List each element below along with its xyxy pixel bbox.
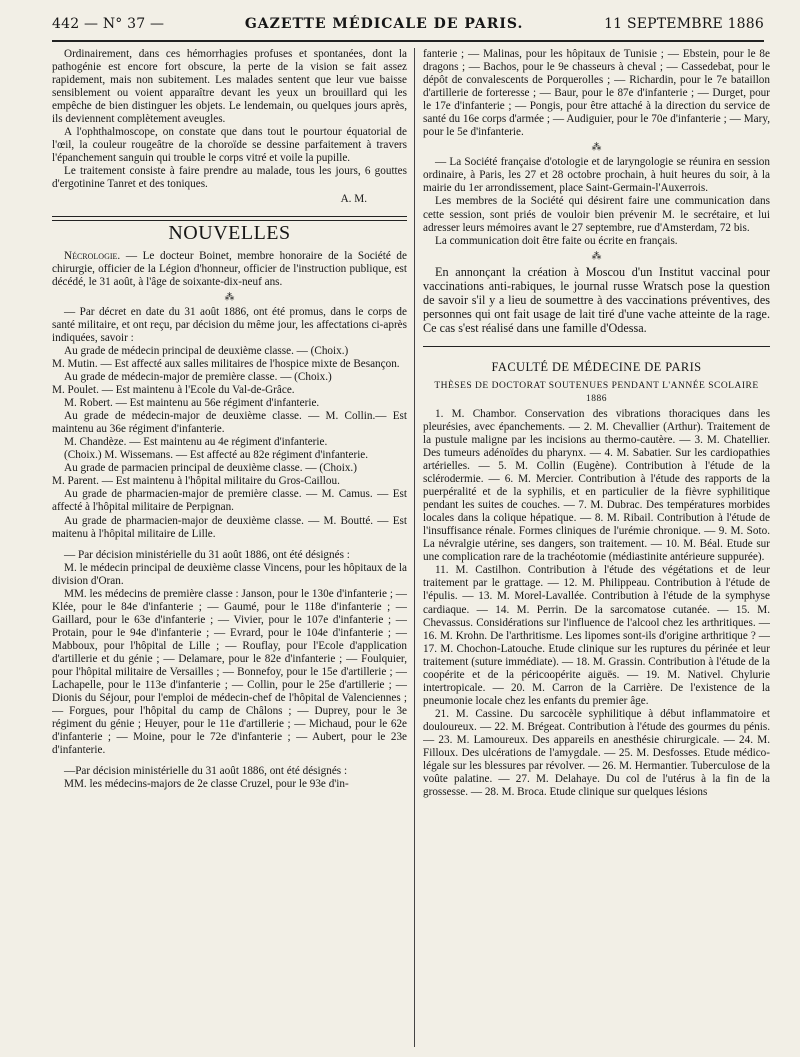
article-paragraph: A l'ophthalmoscope, on constate que dans tout le pourtour équatorial de l'œil, la couleur rougeâtre de la choroïde se dessine parfaitement à travers l'épanchement sanguin qui trouble le corps vitré et voile la pupille. [52,126,407,165]
promotion-entry: (Choix.) M. Wissemans. — Est affecté au 82e régiment d'infanterie. [64,449,369,462]
theses-paragraph: 21. M. Cassine. Du sarcocèle syphilitique à début inflammatoire et douloureux. — 22. M. Brégeat. Contribution à l'étude des gourmes du pénis. — 23. M. Lamoureux. Des appareils en anesthésie chirurgicale. — 24. M. Filloux. Des ulcérations de l'amygdale. — 25. M. Desfosses. Etude médico-légale sur les blessures par révolver. — 26. M. Hermantier. Tuberculose de la voûte palatine. — 27. M. Delahaye. Du col de l'utérus à la fin de la grossesse. — 28. M. Broca. Etude clinique sur quelques lésions [423,707,770,799]
decree-intro: — Par décret en date du 31 août 1886, ont été promus, dans le corps de santé militaire, et ont reçu, par décision du même jour, les affectations ci-après indiquées, savoir : [52,305,407,344]
theses-paragraph: 1. M. Chambor. Conservation des vibrations thoraciques dans les pleurésies, avec épanchements. — 2. M. Chevallier (Arthur). Traitement de la pustule maligne par les incisions au thermo-cautère. — 3. M. Chatellier. Des tumeurs adénoïdes du pharynx. — 4. M. Sabatier. Sur les cardiopathies artérielles. — 5. M. Collin (Eugène). Contribution à l'étude de la sclérodermie. — 6. M. Mercier. Contribution à l'étude des rapports de la puerpéralité et de la syphilis, et en particulier de la fièvre syphilitique pendant les suites de couches. — 7. M. Dubrac. Des températures morbides locales dans la colique hépatique. — 8. M. Ribail. Contribution à l'étude de l'insuffisance rénale. Formes cliniques de l'urémie chronique. — 9. M. Soto. La névralgie utérine, ses dangers, son traitement. — 10. M. Béal. Etude sur une complication rare de la trachéotomie (médiastinite antérieure suppurée). [423,407,770,564]
decision-paragraph: —Par décision ministérielle du 31 août 1886, ont été désignés : [64,765,348,778]
necrologie-paragraph [52,250,407,289]
left-column [52,48,407,1047]
promotion-entry: M. Chandèze. — Est maintenu au 4e régiment d'infanterie. [64,436,328,449]
issue-date: 11 SEPTEMBRE 1886 [604,16,764,32]
necrologie-text: — Le docteur Boinet, membre honoraire de la Société de chirurgie, officier de la Légion d'honneur, officier de l'instruction publique, est décédé, le 31 août, à l'âge de soixante-dix-neuf ans. [52,249,407,288]
continuation-paragraph: fanterie ; — Malinas, pour les hôpitaux de Tunisie ; — Ebstein, pour le 8e dragons ; — Bachos, pour le 9e chasseurs à cheval ; — Cassedebat, pour le dépôt de convalescents de Porquerolles ; — Richardin, pour le 7e bataillon d'artillerie de forteresse ; — Baur, pour le 87e d'infanterie ; — Durget, pour le 17e d'infanterie ; — Pongis, pour être attaché à la direction du service de santé du 16e corps d'armée ; — Audiguier, pour le 70e d'infanterie ; — Mary, pour le 5e d'infanterie. [423,48,770,139]
promotion-entry: M. Parent. — Est maintenu à l'hôpital militaire du Gros-Caillou. [52,475,340,488]
section-rule [423,346,770,347]
promotion-entry: Au grade de médecin principal de deuxième classe. — (Choix.) [64,344,349,357]
societe-paragraph: La communication doit être faite ou écrite en français. [435,234,678,247]
journal-title: GAZETTE MÉDICALE DE PARIS. [244,16,524,32]
section-title: NOUVELLES [168,221,291,244]
ornament-stars: ⁂ [591,142,602,154]
right-column [423,48,770,1047]
decision-paragraph: MM. les médecins-majors de 2e classe Cruzel, pour le 93e d'in- [64,778,349,791]
section-rule [52,216,407,221]
necrologie-label: Nécrologie. [64,249,121,262]
decision-paragraph: — Par décision ministérielle du 31 août 1886, ont été désignés : [64,548,350,561]
promotions-list [52,345,407,541]
decision-paragraph: MM. les médecins de première classe : Janson, pour le 130e d'infanterie ; — Klée, pour le 84e d'infanterie ; — Gaumé, pour le 118e d'infanterie ; — Gaillard, pour le 63e d'infanterie ; — Vivier, pour le 107e d'infanterie ; — Protain, pour le 94e d'infanterie ; — Evrard, pour le 104e d'infanterie ; — Mabboux, pour l'hôpital de Lille ; — Rouflay, pour l'Ecole d'application d'artillerie et du génie ; — Delamare, pour le 82e d'infanterie ; — Foulquier, pour l'hôpital militaire de Versailles ; — Bonnefoy, pour le 15e d'artillerie ; — Lachapelle, pour le 113e d'infanterie ; — Collin, pour le 25e d'artillerie ; — Dionis du Séjour, pour l'emploi de médecin-chef de l'hôpital de Valenciennes ; — Forgues, pour l'hôpital du camp de Châlons ; — Duprey, pour le 3e régiment du génie ; Heuyer, pour le 11e d'artillerie ; — Michaud, pour le 62e d'infanterie ; — Moine, pour le 72e d'infanterie ; — Aubert, pour le 23e d'infanterie. [52,587,407,757]
column-divider [414,48,415,1047]
promotion-entry: Au grade de pharmacien-major de première classe. — M. Camus. — Est affecté à l'hôpital militaire de Perpignan. [52,488,407,514]
page-header [52,16,764,42]
promotion-entry: M. Robert. — Est maintenu au 56e régiment d'infanterie. [64,397,320,410]
promotion-entry: M. Poulet. — Est maintenu à l'Ecole du Val-de-Grâce. [52,384,295,397]
article-paragraph: Le traitement consiste à faire prendre au malade, tous les jours, 6 gouttes d'ergotinine Tanret et des toniques. [52,165,407,191]
promotion-entry: M. Mutin. — Est affecté aux salles militaires de l'hospice mixte de Besançon. [52,357,400,370]
theses-paragraph: 11. M. Castilhon. Contribution à l'étude des végétations et de leur traitement par le grattage. — 12. M. Philippeau. Contribution à l'étude de l'épulis. — 13. M. Morel-Lavallée. Contribution à l'étude de la symphyse cardiaque. — 14. M. Perrin. De la sarcomatose cutanée. — 15. M. Chevassus. Considérations sur l'influence de l'alcool chez les arthritiques. — 16. M. Krohn. De l'arthritisme. Les lipomes sont-ils d'origine arthritique ? — 17. M. Chochon-Latouche. Etude clinique sur les ruptures du périnée et leur traitement (suture immédiate). — 18. M. Grassin. Contribution à l'étude de la coopérite et de la péricoopérite aiguës. — 19. M. Nativel. Chylurie intertropicale. — 20. M. Carron de la Carrière. De l'existence de la pneumonie locale chez les enfants du premier âge. [423,564,770,707]
faculty-title: FACULTÉ DE MÉDECINE DE PARIS [491,359,702,374]
societe-paragraph: Les membres de la Société qui désirent faire une communication dans cette session, sont priés de vouloir bien prévenir M. le secrétaire, et lui adresser leurs mémoires avant le 27 septembre, rue d'Amsterdam, 72 bis. [423,195,770,234]
moscou-paragraph: En annonçant la création à Moscou d'un Institut vaccinal pour vaccinations anti-rabiques, le journal russe Wratsch pose la question de savoir s'il y a lieu de soumettre à des vaccinations préventives, des personnes qui ont fait usage de lait tiré d'une vache atteinte de la rage. Ce cas s'est réalisé dans une famille d'Odessa. [423,264,770,336]
promotion-entry: Au grade de pharmacien-major de deuxième classe. — M. Boutté. — Est maitenu à l'hôpital militaire de Lille. [52,514,407,540]
decision-paragraph: M. le médecin principal de deuxième classe Vincens, pour les hôpitaux de la division d'Oran. [52,561,407,587]
promotion-entry: Au grade de médecin-major de première classe. — (Choix.) [64,370,332,383]
theses-subtitle: THÈSES DE DOCTORAT SOUTENUES PENDANT L'ANNÉE SCOLAIRE 1886 [434,380,759,404]
promotion-entry: Au grade de parmacien principal de deuxième classe. — (Choix.) [64,462,357,475]
header-rule [52,40,764,42]
author-signature: A. M. [340,192,367,205]
societe-paragraph: — La Société française d'otologie et de laryngologie se réunira en session ordinaire, à Paris, les 27 et 28 octobre prochain, à huit heures du soir, à la mairie du 1er arrondissement, place Saint-Germain-l'Auxerrois. [423,156,770,195]
ornament-stars: ⁂ [224,291,235,303]
page-number: 442 — N° 37 — [52,16,165,32]
promotion-entry: Au grade de médecin-major de deuxième classe. — M. Collin.— Est maintenu au 36e régiment d'infanterie. [52,410,407,436]
article-paragraph: Ordinairement, dans ces hémorrhagies profuses et spontanées, dont la pathogénie est encore fort obscure, la perte de la vision se fait assez rapidement, mais non subitement. Les malades sentent que leur vue baisse sensiblement ou voient apparaître devant les yeux un brouillard qui les empêche de bien distinguer les objets. Le lendemain, ou quelques jours après, ils deviennent complètement aveugles. [52,48,407,126]
ornament-stars: ⁂ [591,250,602,262]
